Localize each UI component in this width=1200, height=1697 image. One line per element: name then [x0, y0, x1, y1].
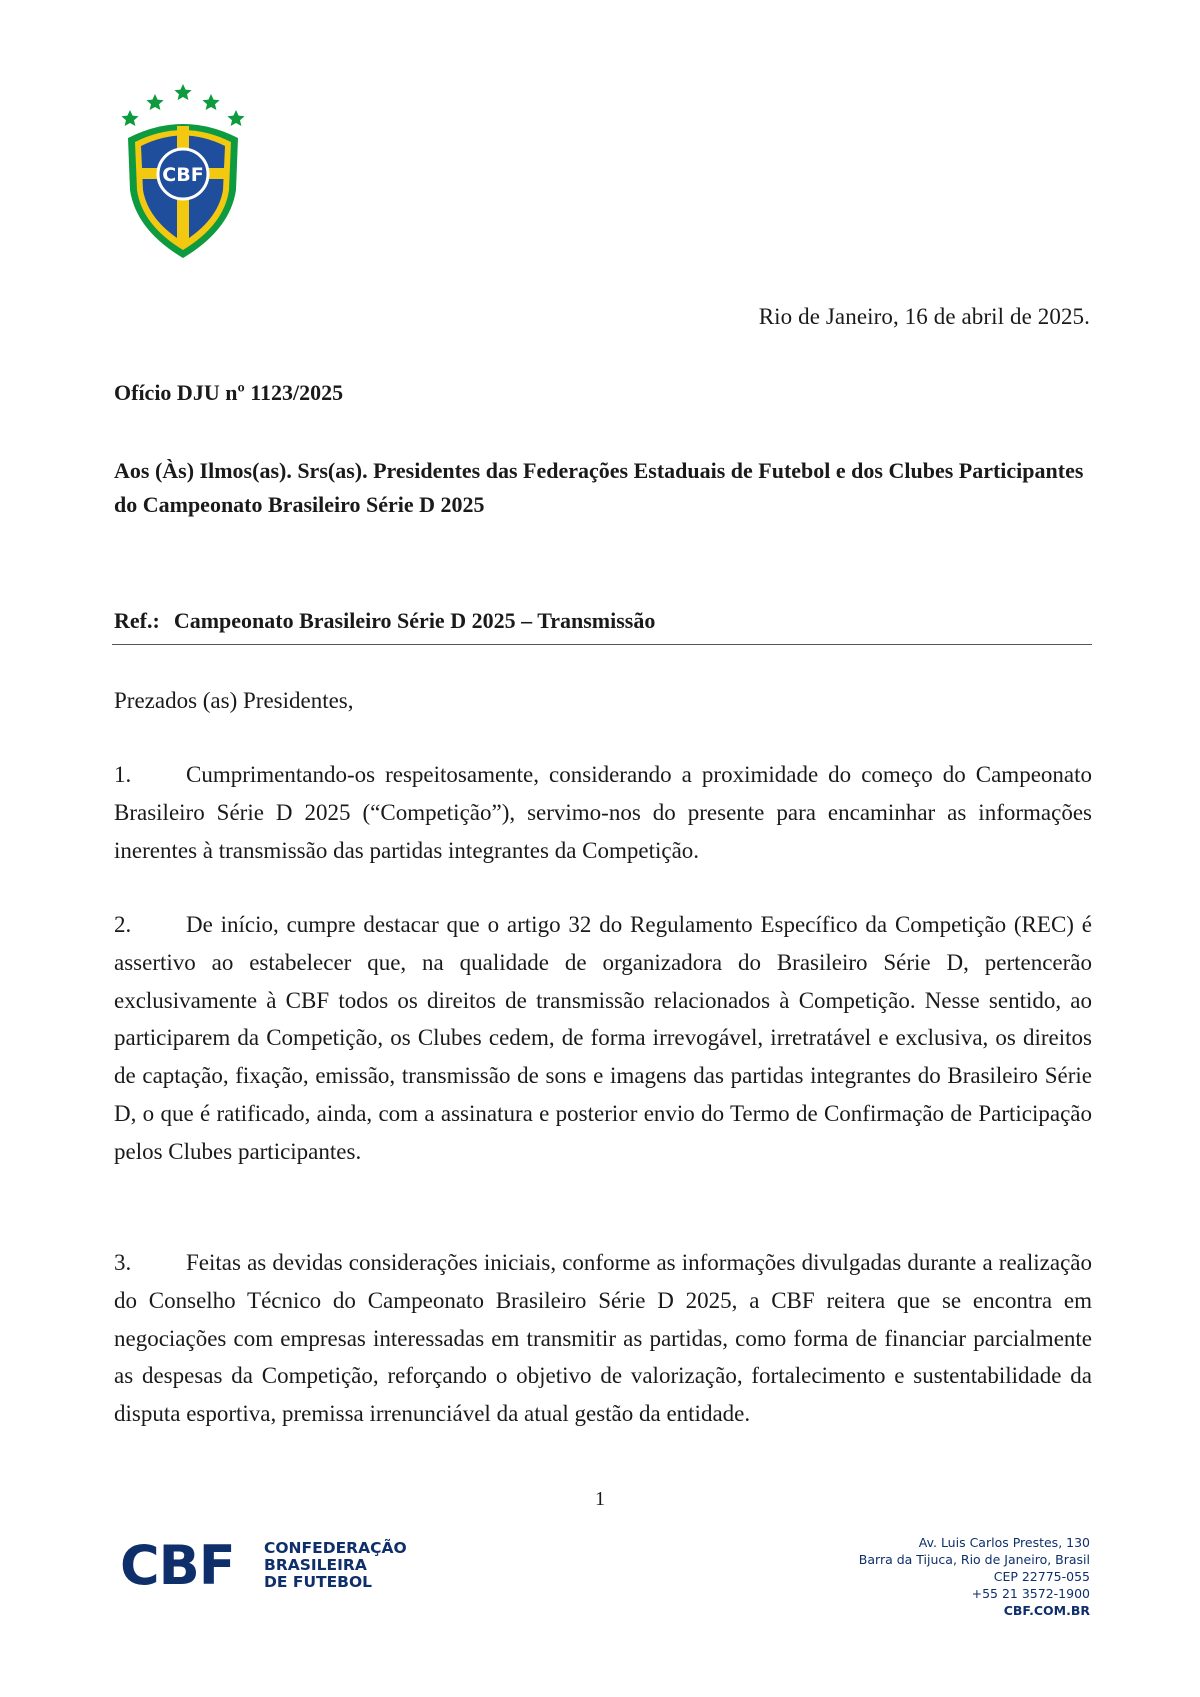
footer-address-line: Av. Luis Carlos Prestes, 130 [918, 1535, 1090, 1550]
paragraph-1 [114, 756, 1092, 869]
star-icon [227, 110, 244, 126]
paragraph-text: Feitas as devidas considerações iniciais, conforme as informações divulgadas durante a realização do Conselho Técnico do Campeonato Brasileiro Série D 2025, a CBF reitera que se encontra em negociações com empresas interessadas em transmitir as partidas, como forma de financiar parcialmente as despesas da Competição, reforçando o objetivo de valorização, fortalecimento e sustentabilidade da disputa esportiva, premissa irrenunciável da atual gestão da entidade. [114, 1250, 1092, 1427]
salutation: Prezados (as) Presidentes, [114, 688, 354, 713]
footer-name-line: BRASILEIRA [264, 1556, 367, 1574]
crest-text: CBF [162, 164, 204, 186]
reference-text: Campeonato Brasileiro Série D 2025 – Transmissão [173, 608, 656, 633]
cbf-crest-logo [118, 80, 248, 260]
paragraph-number: 2. [114, 912, 132, 937]
paragraph-3 [114, 1244, 1092, 1433]
star-icon [146, 94, 163, 110]
footer-organization-name [264, 1540, 407, 1591]
footer-name-line: CONFEDERAÇÃO [264, 1539, 407, 1557]
crest-stars [121, 84, 244, 126]
star-icon [174, 84, 191, 100]
footer-website: CBF.COM.BR [1003, 1603, 1090, 1618]
letter-date: Rio de Janeiro, 16 de abril de 2025. [758, 304, 1090, 329]
reference-label: Ref.: [114, 608, 160, 633]
recipients-line: Aos (Às) Ilmos(as). Srs(as). Presidentes das Federações Estaduais de Futebol e dos Clubes Participantes do Campeonato Brasileiro Série D 2025 [114, 458, 1084, 517]
paragraph-number: 1. [114, 762, 132, 787]
oficio-number: Ofício DJU nº 1123/2025 [114, 380, 344, 405]
footer-cbf-logo: CBF [120, 1534, 235, 1597]
reference-line [114, 608, 655, 634]
paragraph-text: Cumprimentando-os respeitosamente, considerando a proximidade do começo do Campeonato Brasileiro Série D 2025 (“Competição”), servimo-nos do presente para encaminhar as informações inerentes à transmissão das partidas integrantes da Competição. [114, 762, 1092, 863]
reference-divider [112, 644, 1092, 645]
footer-address [859, 1534, 1090, 1619]
paragraph-text: De início, cumpre destacar que o artigo 32 do Regulamento Específico da Competição (REC) é assertivo ao estabelecer que, na qualidade de organizadora do Brasileiro Série D, pertencerão exclusivamente à CBF todos os direitos de transmissão relacionados à Competição. Nesse sentido, ao participarem da Competição, os Clubes cedem, de forma irrevogável, irretratável e exclusiva, os direitos de captação, fixação, emissão, transmissão de sons e imagens das partidas integrantes do Brasileiro Série D, o que é ratificado, ainda, com a assinatura e posterior envio do Termo de Confirmação de Participação pelos Clubes participantes. [114, 912, 1092, 1164]
page-number: 1 [595, 1488, 605, 1510]
star-icon [121, 110, 138, 126]
footer-address-line: CEP 22775-055 [993, 1569, 1090, 1584]
footer-address-line: Barra da Tijuca, Rio de Janeiro, Brasil [858, 1552, 1090, 1567]
paragraph-number: 3. [114, 1250, 132, 1275]
footer-name-line: DE FUTEBOL [264, 1573, 373, 1591]
star-icon [202, 94, 219, 110]
paragraph-2 [114, 906, 1092, 1171]
footer-address-line: +55 21 3572-1900 [971, 1586, 1090, 1601]
